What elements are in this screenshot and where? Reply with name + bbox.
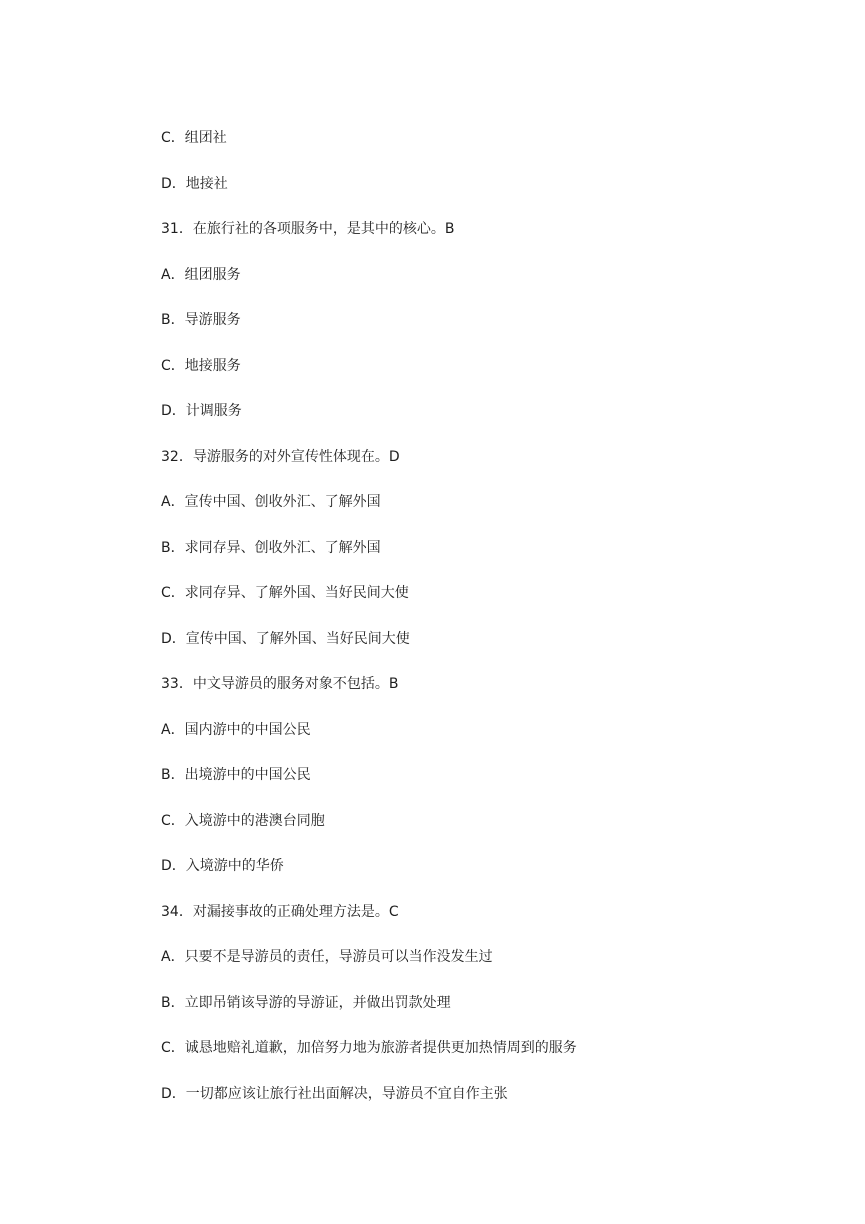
question-32-option-c: C．求同存异、了解外国、当好民间大使 [161, 585, 409, 601]
question-34: 34．对漏接事故的正确处理方法是。C [161, 903, 399, 920]
question-34-option-a: A．只要不是导游员的责任，导游员可以当作没发生过 [161, 949, 493, 965]
question-32-option-b: B．求同存异、创收外汇、了解外国 [161, 539, 381, 556]
question-33-option-b: B．出境游中的中国公民 [161, 767, 311, 783]
question-list [161, 127, 821, 1128]
question-33-option-d: D．入境游中的华侨 [161, 858, 284, 874]
option-d-prev: D．地接社 [161, 175, 228, 192]
question-34-option-d: D．一切都应该让旅行社出面解决，导游员不宜自作主张 [161, 1085, 508, 1102]
question-32-option-a: A．宣传中国、创收外汇、了解外国 [161, 494, 381, 510]
question-32: 32．导游服务的对外宣传性体现在。D [161, 448, 400, 465]
question-34-option-c: C．诚恳地赔礼道歉，加倍努力地为旅游者提供更加热情周到的服务 [161, 1040, 577, 1056]
question-32-option-d: D．宣传中国、了解外国、当好民间大使 [161, 630, 410, 647]
question-31-option-c: C．地接服务 [161, 357, 241, 374]
question-33-option-a: A．国内游中的中国公民 [161, 721, 311, 738]
option-c-prev: C．组团社 [161, 130, 227, 146]
question-34-option-b: B．立即吊销该导游的导游证，并做出罚款处理 [161, 994, 451, 1011]
question-33-option-c: C．入境游中的港澳台同胞 [161, 812, 325, 829]
question-31-option-b: B．导游服务 [161, 312, 241, 328]
question-31-option-d: D．计调服务 [161, 403, 242, 419]
question-33: 33．中文导游员的服务对象不包括。B [161, 676, 399, 692]
question-31-option-a: A．组团服务 [161, 266, 241, 283]
question-31: 31．在旅行社的各项服务中，是其中的核心。B [161, 221, 455, 237]
